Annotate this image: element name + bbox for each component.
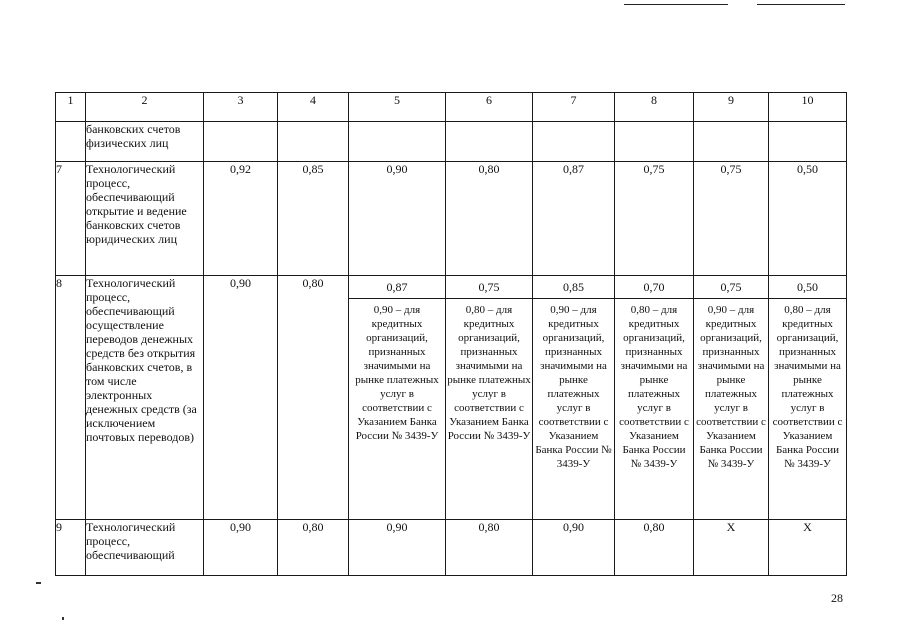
header-cell: 3 [204, 93, 278, 122]
value-cell-with-note [533, 276, 615, 520]
row-number: 8 [56, 276, 86, 520]
row-description: банковских счетов физических лиц [86, 122, 204, 162]
indicator-table [55, 92, 847, 576]
row-number: 9 [56, 520, 86, 576]
row-description: Технологический процесс, обеспечивающий осуществление переводов денежных средств без открытия банковских счетов, в том числе электронных денежных средств (за исключением почтовых переводов) [86, 276, 204, 520]
value: 0,85 [533, 276, 614, 299]
significance-note: 0,80 – для кредитных организаций, признанных значимыми на рынке платежных услуг в соответствии с Указанием Банка России № 3439-У [772, 304, 843, 470]
header-rule-left [624, 4, 728, 5]
row-number: 7 [56, 162, 86, 276]
value-cell-with-note [694, 276, 769, 520]
value-cell: 0,85 [278, 162, 349, 276]
value-cell: 0,50 [769, 162, 847, 276]
value-cell [533, 122, 615, 162]
scan-speck [62, 617, 64, 620]
header-rule-right [757, 4, 845, 5]
value: 0,87 [349, 276, 445, 299]
value-cell-with-note [349, 276, 446, 520]
value-cell: X [769, 520, 847, 576]
value-cell [694, 122, 769, 162]
value-cell-with-note [615, 276, 694, 520]
significance-note: 0,90 – для кредитных организаций, признанных значимыми на рынке платежных услуг в соответствии с Указанием Банка России № 3439-У [696, 304, 766, 470]
header-cell: 4 [278, 93, 349, 122]
header-cell: 2 [86, 93, 204, 122]
value-cell: 0,80 [446, 162, 533, 276]
value-cell: 0,90 [533, 520, 615, 576]
value-cell [446, 122, 533, 162]
header-row [56, 93, 847, 122]
header-cell: 8 [615, 93, 694, 122]
header-cell: 7 [533, 93, 615, 122]
value-cell: X [694, 520, 769, 576]
value: 0,75 [694, 276, 768, 299]
value-cell: 0,90 [349, 520, 446, 576]
header-cell: 9 [694, 93, 769, 122]
significance-note: 0,80 – для кредитных организаций, признанных значимыми на рынке платежных услуг в соответствии с Указанием Банка России № 3439-У [619, 304, 689, 470]
row-description: Технологический процесс, обеспечивающий [86, 520, 204, 576]
value-cell: 0,80 [278, 276, 349, 520]
table-row [56, 122, 847, 162]
row-number [56, 122, 86, 162]
header-cell: 6 [446, 93, 533, 122]
value-cell: 0,80 [615, 520, 694, 576]
header-cell: 10 [769, 93, 847, 122]
value: 0,50 [769, 276, 846, 299]
value-cell: 0,90 [349, 162, 446, 276]
value: 0,75 [446, 276, 532, 299]
table-row [56, 162, 847, 276]
value: 0,70 [615, 276, 693, 299]
value-cell [769, 122, 847, 162]
value-cell: 0,80 [278, 520, 349, 576]
table-row [56, 276, 847, 520]
header-cell: 1 [56, 93, 86, 122]
value-cell: 0,87 [533, 162, 615, 276]
value-cell [204, 122, 278, 162]
value-cell-with-note [769, 276, 847, 520]
value-cell: 0,90 [204, 520, 278, 576]
value-cell [615, 122, 694, 162]
row-description: Технологический процесс, обеспечивающий открытие и ведение банковских счетов юридических лиц [86, 162, 204, 276]
table-row [56, 520, 847, 576]
scan-speck [36, 582, 41, 584]
value-cell: 0,92 [204, 162, 278, 276]
value-cell: 0,75 [615, 162, 694, 276]
page-number: 28 [831, 591, 843, 605]
value-cell: 0,75 [694, 162, 769, 276]
significance-note: 0,90 – для кредитных организаций, признанных значимыми на рынке платежных услуг в соответствии с Указанием Банка России № 3439-У [355, 304, 439, 442]
value-cell-with-note [446, 276, 533, 520]
header-cell: 5 [349, 93, 446, 122]
significance-note: 0,80 – для кредитных организаций, признанных значимыми на рынке платежных услуг в соответствии с Указанием Банка России № 3439-У [447, 304, 531, 442]
value-cell: 0,90 [204, 276, 278, 520]
value-cell: 0,80 [446, 520, 533, 576]
value-cell [349, 122, 446, 162]
significance-note: 0,90 – для кредитных организаций, признанных значимыми на рынке платежных услуг в соответствии с Указанием Банка России № 3439-У [535, 304, 612, 470]
value-cell [278, 122, 349, 162]
